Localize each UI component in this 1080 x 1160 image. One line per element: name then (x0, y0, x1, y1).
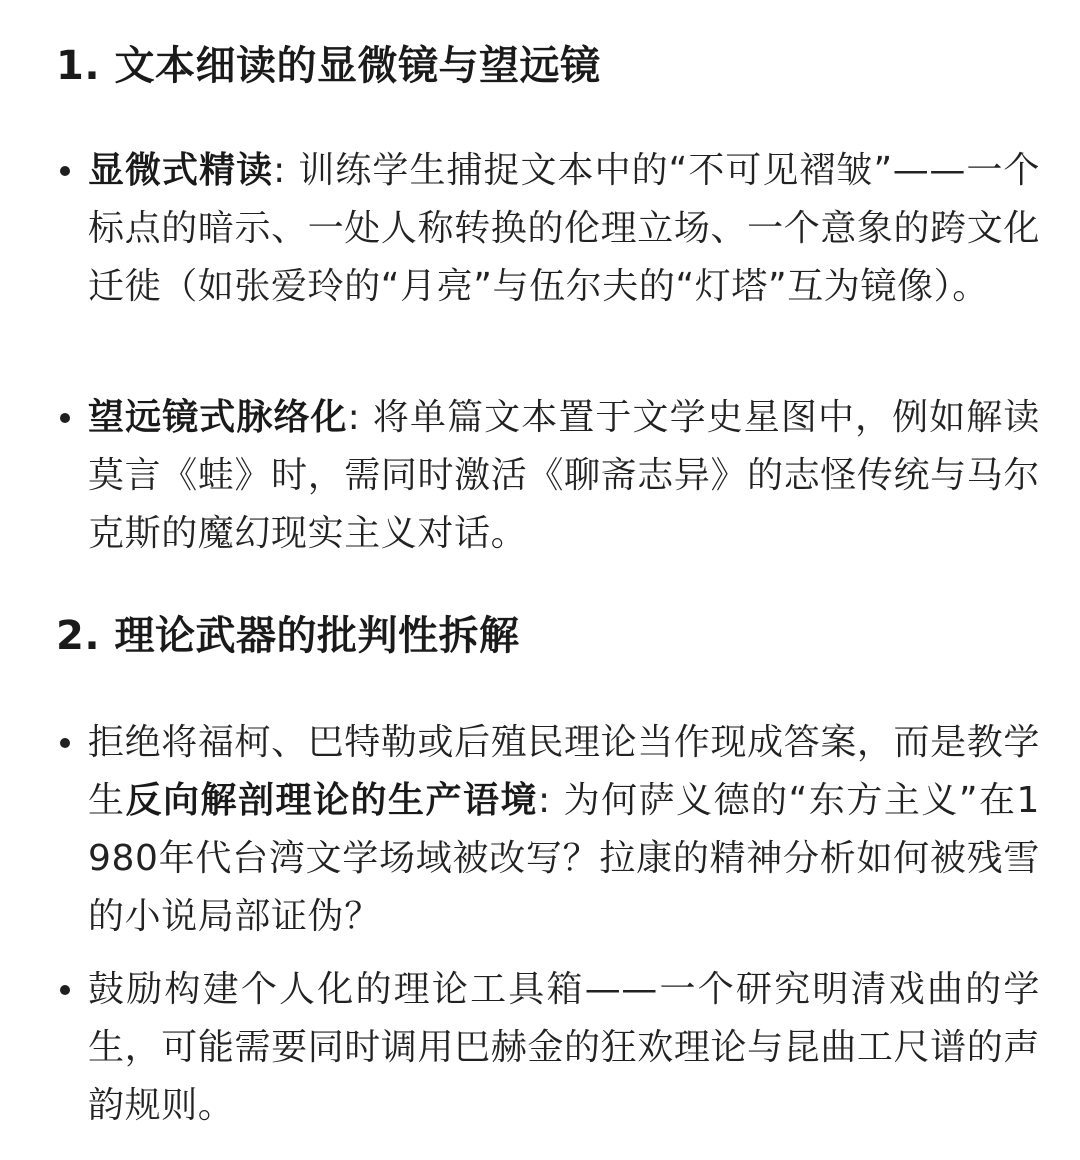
bullet-text (88, 142, 1040, 316)
bullet-text (88, 961, 1040, 1135)
bold-term: 反向解剖理论的生产语境 (125, 780, 538, 821)
bullet-body: : 训练学生捕捉文本中的“不可见褶皱”——一个标点的暗示、一处人称转换的伦理立场、一个意象的跨文化迁徙（如张爱玲的“月亮”与伍尔夫的“灯塔”互为镜像）。 (88, 150, 1040, 307)
bullet-body: : 为何萨义德的“东方主义”在1980年代台湾文学场域被改写？拉康的精神分析如何被残雪的小说局部证伪？ (88, 780, 1040, 937)
section-heading-2: 2. 理论武器的批判性拆解 (56, 613, 520, 659)
bullet-text (88, 714, 1040, 946)
bullet-icon (60, 166, 70, 176)
bullet-icon (60, 738, 70, 748)
bold-term: 显微式精读 (88, 150, 274, 191)
bullet-body: 鼓励构建个人化的理论工具箱——一个研究明清戏曲的学生，可能需要同时调用巴赫金的狂欢理论与昆曲工尺谱的声韵规则。 (88, 969, 1040, 1126)
bold-term: 望远镜式脉络化 (88, 397, 348, 438)
bullet-text (88, 389, 1040, 563)
bullet-icon (60, 985, 70, 995)
section-heading-1: 1. 文本细读的显微镜与望远镜 (56, 43, 601, 89)
bullet-body: : 将单篇文本置于文学史星图中，例如解读莫言《蛙》时，需同时激活《聊斋志异》的志怪传统与马尔克斯的魔幻现实主义对话。 (88, 397, 1040, 554)
bullet-icon (60, 413, 70, 423)
bullet-lead: 拒绝将福柯、巴特勒或后殖民理论当作现成答案，而是教学生 (88, 722, 1040, 821)
